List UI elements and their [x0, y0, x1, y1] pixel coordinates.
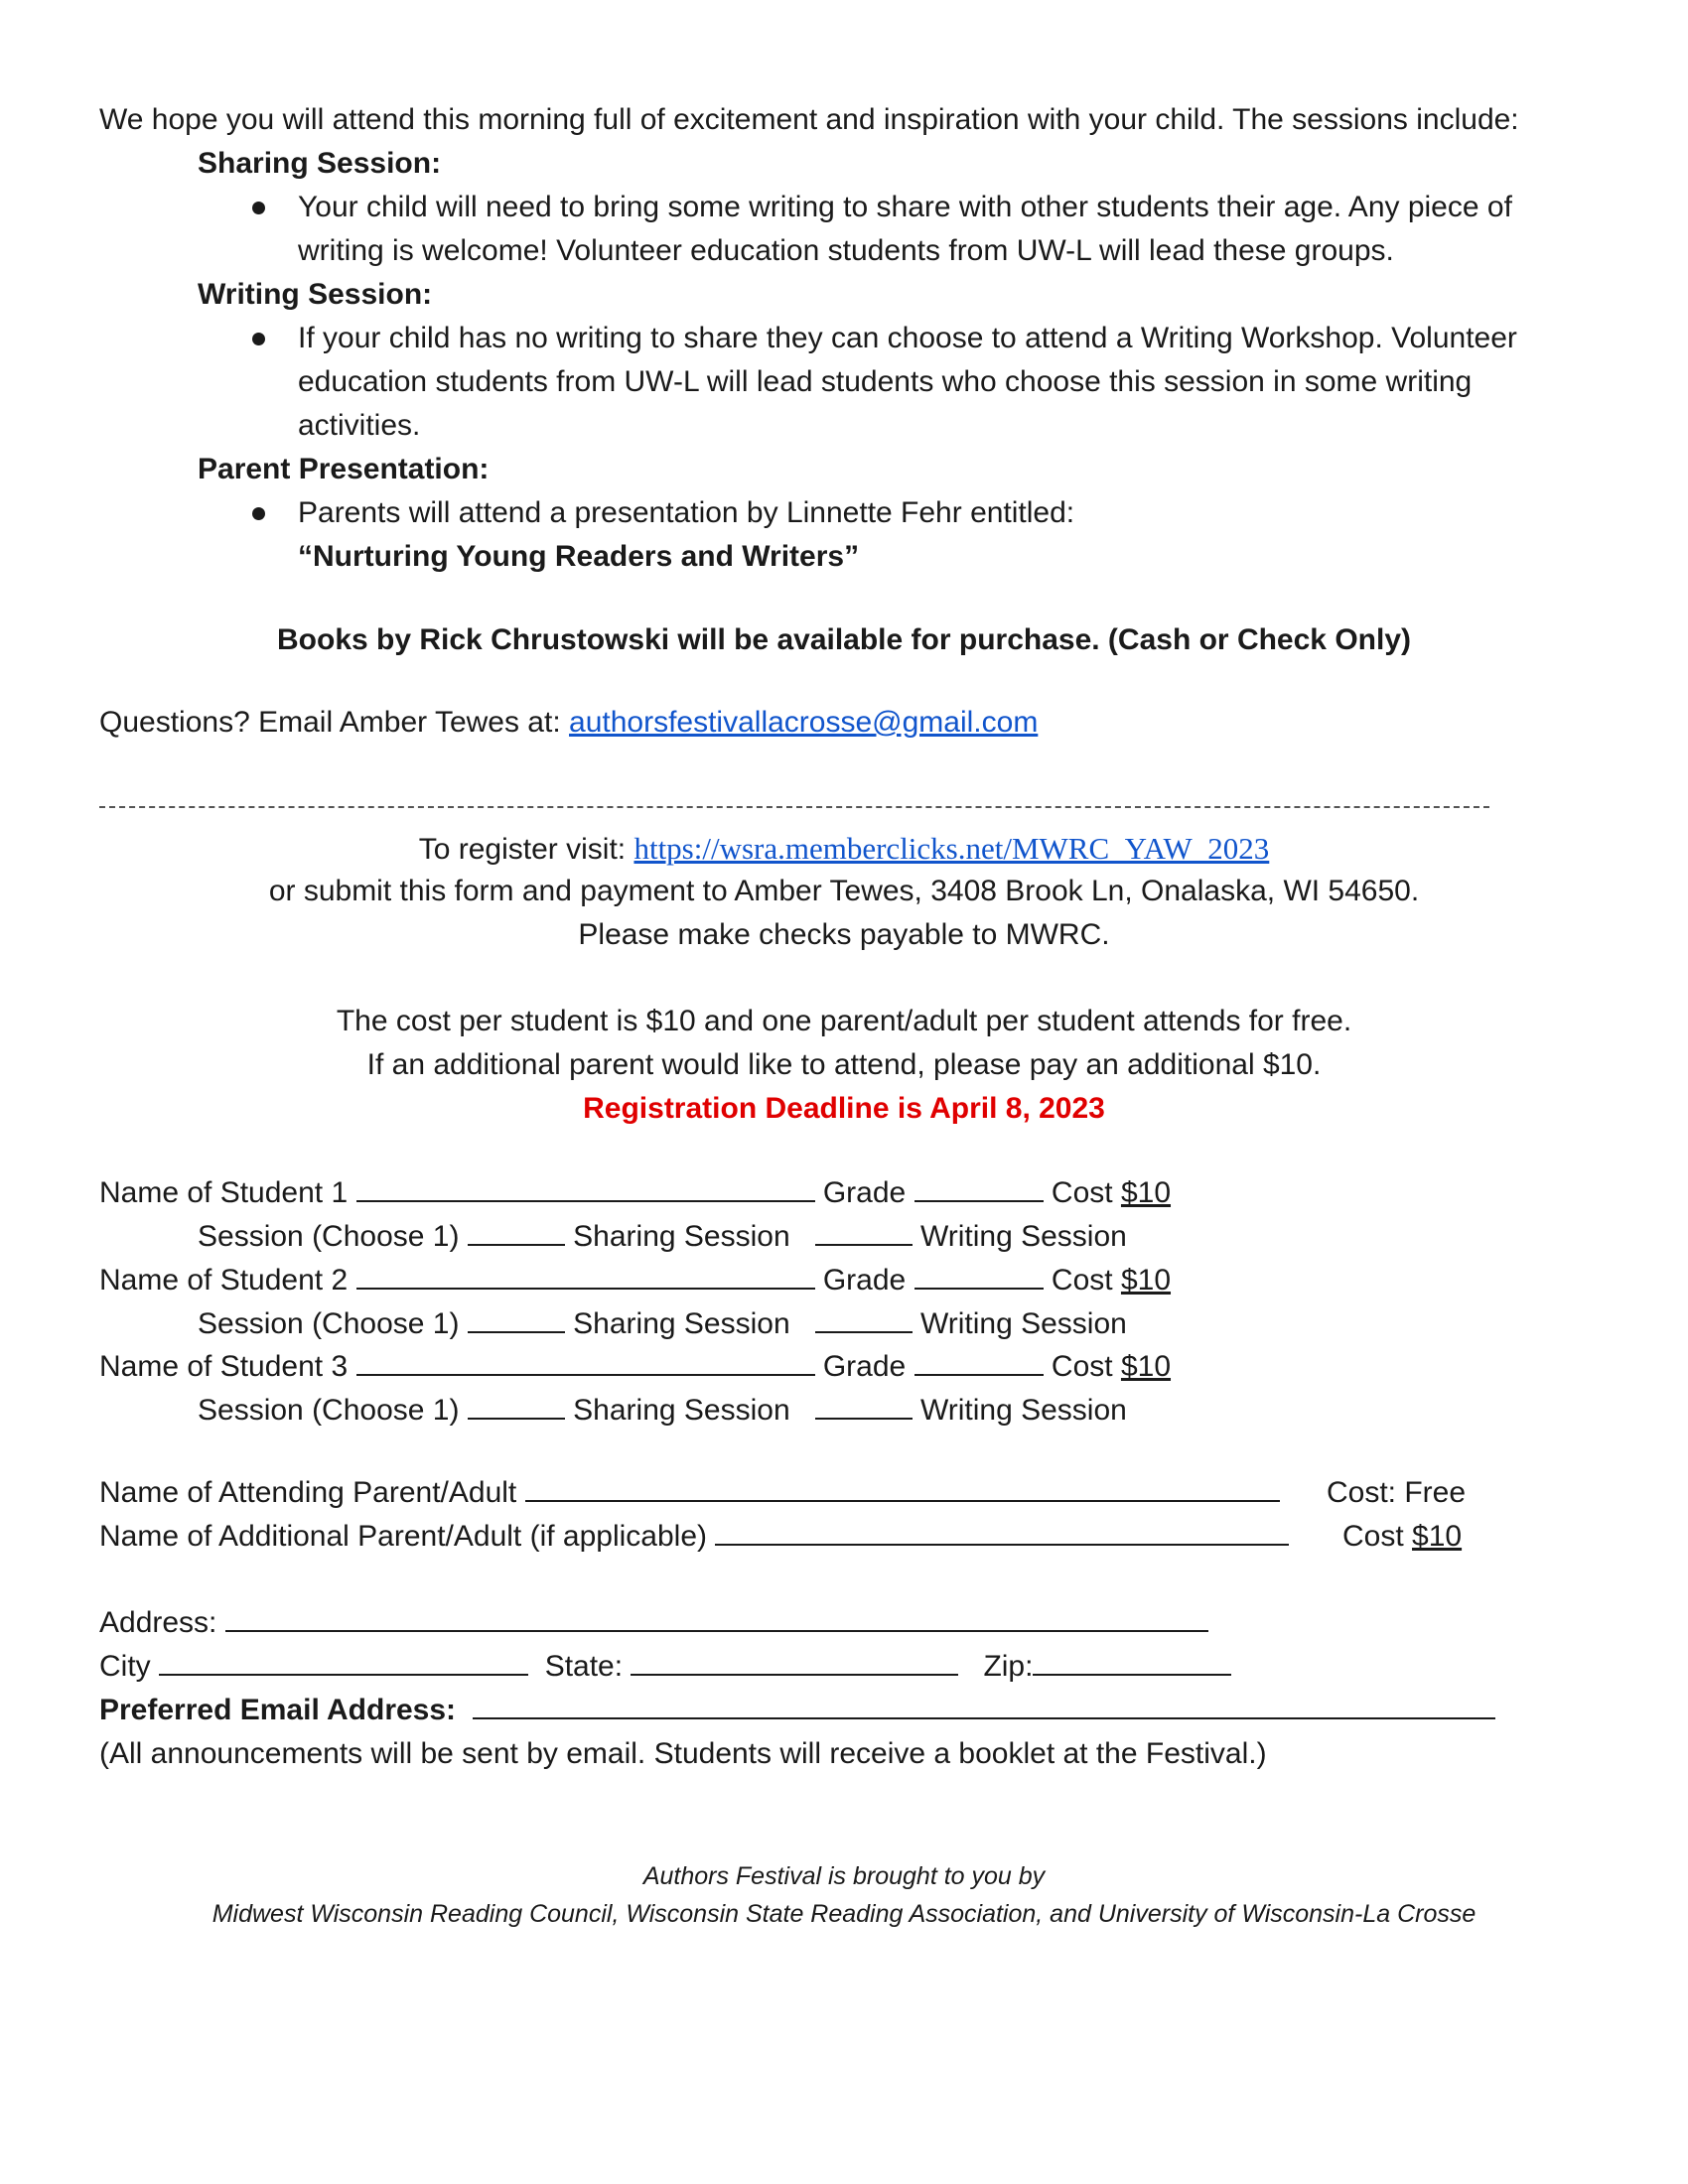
city-field[interactable] [159, 1646, 528, 1676]
grade-field[interactable] [914, 1172, 1044, 1202]
student-name-label: Name of Student 1 [99, 1176, 349, 1209]
attending-parent-cost: Cost: Free [1327, 1476, 1467, 1509]
registration-deadline: Registration Deadline is April 8, 2023 [583, 1092, 1105, 1125]
writing-session-checkbox[interactable] [815, 1390, 913, 1420]
questions-line [99, 701, 1038, 745]
session-choice-row [198, 1389, 1127, 1433]
address-label: Address: [99, 1606, 217, 1639]
attending-parent-field[interactable] [525, 1472, 1280, 1502]
attending-parent-label: Name of Attending Parent/Adult [99, 1476, 517, 1509]
sharing-session-option: Sharing Session [573, 1307, 790, 1340]
parent-presentation-line: Parents will attend a presentation by Linnette Fehr entitled: [298, 496, 1075, 529]
parent-presentation-heading: Parent Presentation: [198, 453, 490, 485]
writing-session-line: activities. [298, 409, 421, 442]
zip-label: Zip: [983, 1650, 1034, 1683]
session-label: Session (Choose 1) [198, 1394, 460, 1427]
session-label: Session (Choose 1) [198, 1220, 460, 1253]
email-row [99, 1689, 1495, 1732]
sharing-session-checkbox[interactable] [468, 1216, 565, 1246]
state-field[interactable] [631, 1646, 958, 1676]
books-note: Books by Rick Chrustowski will be available for purchase. (Cash or Check Only) [277, 623, 1411, 656]
grade-field[interactable] [914, 1346, 1044, 1376]
email-note: (All announcements will be sent by email. Students will receive a booklet at the Festival.) [99, 1737, 1267, 1770]
grade-label: Grade [822, 1264, 907, 1297]
writing-session-option: Writing Session [919, 1307, 1127, 1340]
checks-payable-line: Please make checks payable to MWRC. [578, 918, 1110, 951]
bullet-icon [252, 333, 265, 345]
city-label: City [99, 1650, 151, 1683]
additional-cost-value: $10 [1412, 1520, 1463, 1553]
student-name-label: Name of Student 2 [99, 1264, 349, 1297]
email-link[interactable]: authorsfestivallacrosse@gmail.com [569, 706, 1039, 739]
session-choice-row [198, 1215, 1127, 1259]
student-row [99, 1345, 1171, 1389]
sharing-session-line: Your child will need to bring some writing to share with other students their age. Any piece of [298, 191, 1512, 223]
preferred-email-label: Preferred Email Address: [99, 1694, 457, 1726]
cost-value: $10 [1120, 1264, 1172, 1297]
attending-parent-row [99, 1471, 1280, 1515]
sharing-session-option: Sharing Session [573, 1220, 790, 1253]
additional-parent-row [99, 1515, 1289, 1559]
cost-label: Cost [1051, 1350, 1113, 1383]
cost-line-1: The cost per student is $10 and one parent/adult per student attends for free. [336, 1005, 1352, 1037]
writing-session-option: Writing Session [919, 1220, 1127, 1253]
session-choice-row [198, 1302, 1127, 1346]
cost-value: $10 [1120, 1350, 1172, 1383]
student-name-field[interactable] [356, 1172, 815, 1202]
grade-label: Grade [822, 1176, 907, 1209]
bullet-icon [252, 202, 265, 214]
intro-text: We hope you will attend this morning full of excitement and inspiration with your child. The sessions include: [99, 103, 1519, 136]
student-row [99, 1171, 1171, 1215]
footer-line-1: Authors Festival is brought to you by [642, 1862, 1046, 1890]
grade-field[interactable] [914, 1260, 1044, 1290]
presentation-title: “Nurturing Young Readers and Writers” [298, 540, 860, 573]
sharing-session-checkbox[interactable] [468, 1303, 565, 1333]
sharing-session-checkbox[interactable] [468, 1390, 565, 1420]
cost-label: Cost [1051, 1264, 1113, 1297]
questions-label: Questions? Email Amber Tewes at: [99, 706, 561, 739]
grade-label: Grade [822, 1350, 907, 1383]
sharing-session-line: writing is welcome! Volunteer education students from UW-L will lead these groups. [298, 234, 1394, 267]
address-row [99, 1601, 1208, 1645]
register-url-link[interactable]: https://wsra.memberclicks.net/MWRC_YAW_2023 [633, 831, 1270, 866]
city-state-zip-row [99, 1645, 1231, 1689]
footer-line-2: Midwest Wisconsin Reading Council, Wisconsin State Reading Association, and University of Wisconsin-La Crosse [211, 1900, 1477, 1928]
sharing-session-option: Sharing Session [573, 1394, 790, 1427]
register-label: To register visit: [418, 833, 627, 866]
address-field[interactable] [225, 1602, 1208, 1632]
session-label: Session (Choose 1) [198, 1307, 460, 1340]
cost-value: $10 [1120, 1176, 1172, 1209]
cost-label: Cost [1051, 1176, 1113, 1209]
writing-session-checkbox[interactable] [815, 1303, 913, 1333]
additional-parent-label: Name of Additional Parent/Adult (if applicable) [99, 1520, 708, 1553]
writing-session-line: If your child has no writing to share they can choose to attend a Writing Workshop. Volunteer [298, 322, 1517, 354]
cut-line-divider [99, 806, 1489, 808]
writing-session-checkbox[interactable] [815, 1216, 913, 1246]
additional-parent-field[interactable] [715, 1516, 1289, 1546]
sharing-session-heading: Sharing Session: [198, 147, 442, 180]
register-submit-line: or submit this form and payment to Amber Tewes, 3408 Brook Ln, Onalaska, WI 54650. [268, 875, 1420, 907]
student-name-field[interactable] [356, 1260, 815, 1290]
student-row [99, 1259, 1171, 1302]
student-name-label: Name of Student 3 [99, 1350, 349, 1383]
bullet-icon [252, 507, 265, 520]
student-name-field[interactable] [356, 1346, 815, 1376]
additional-cost-label: Cost [1342, 1520, 1404, 1553]
zip-field[interactable] [1033, 1646, 1231, 1676]
state-label: State: [544, 1650, 624, 1683]
preferred-email-field[interactable] [473, 1690, 1495, 1719]
additional-parent-cost [1342, 1515, 1462, 1559]
writing-session-heading: Writing Session: [198, 278, 433, 311]
writing-session-line: education students from UW-L will lead students who choose this session in some writing [298, 365, 1473, 398]
cost-line-2: If an additional parent would like to attend, please pay an additional $10. [366, 1048, 1322, 1081]
register-line [0, 827, 1688, 872]
writing-session-option: Writing Session [919, 1394, 1127, 1427]
